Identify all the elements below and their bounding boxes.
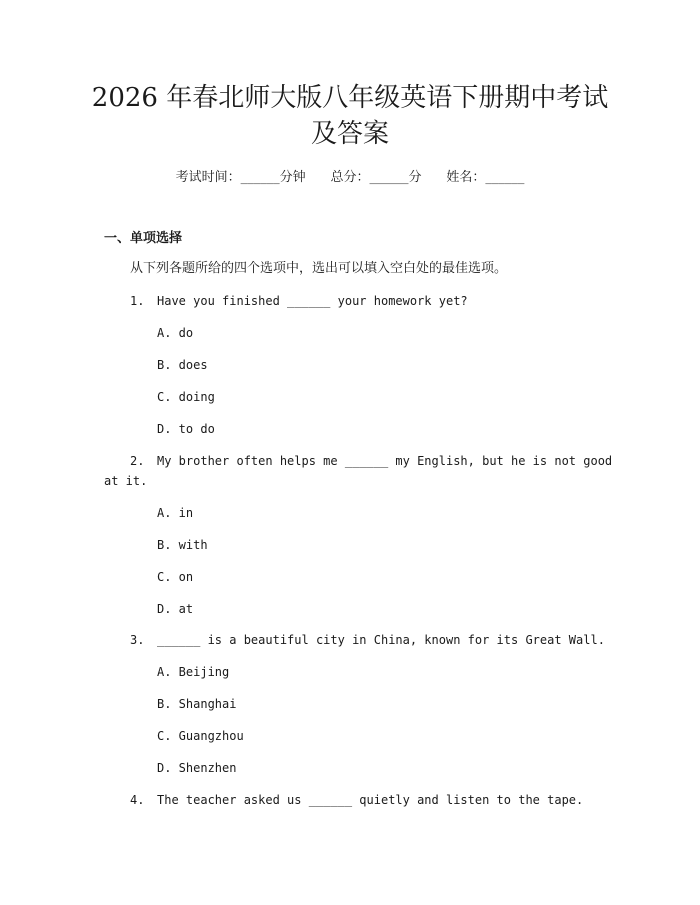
name-label: 姓名： [446, 170, 486, 185]
section-instruction: 从下列各题所给的四个选项中，选出可以填入空白处的最佳选项。 [130, 261, 508, 276]
question-text: ______ is a beautiful city in China, known for its Great Wall. [157, 633, 605, 647]
question-number: 3. [130, 633, 145, 647]
score-unit: 分 [408, 170, 422, 185]
option-3a: A. Beijing [157, 665, 230, 679]
section-title: 一、单项选择 [104, 231, 183, 246]
name-blank: ______ [485, 170, 525, 185]
time-blank: ______ [240, 170, 280, 185]
option-2d: D. at [157, 602, 194, 616]
question-number: 1. [130, 294, 145, 308]
option-1b: B. does [157, 358, 208, 372]
question-text: My brother often helps me ______ my English, but he is not good [157, 454, 613, 468]
title-line-1: 2026 年春北师大版八年级英语下册期中考试 [91, 83, 609, 113]
time-unit: 分钟 [279, 170, 306, 185]
question-number: 2. [130, 454, 145, 468]
option-3c: C. Guangzhou [157, 729, 244, 743]
question-text: Have you finished ______ your homework yet? [157, 294, 468, 308]
question-text-continued: at it. [104, 474, 148, 488]
time-label: 考试时间： [175, 170, 241, 185]
score-label: 总分： [330, 170, 370, 185]
option-3d: D. Shenzhen [157, 761, 237, 775]
exam-info-line [0, 168, 700, 188]
question-text: The teacher asked us ______ quietly and listen to the tape. [157, 793, 584, 807]
page-title [70, 80, 630, 152]
option-1c: C. doing [157, 390, 215, 404]
question-number: 4. [130, 793, 145, 807]
option-1a: A. do [157, 326, 194, 340]
option-2b: B. with [157, 538, 208, 552]
option-2c: C. on [157, 570, 194, 584]
option-2a: A. in [157, 506, 194, 520]
option-1d: D. to do [157, 422, 215, 436]
option-3b: B. Shanghai [157, 697, 237, 711]
title-line-2: 及答案 [310, 119, 389, 149]
score-blank: ______ [369, 170, 409, 185]
